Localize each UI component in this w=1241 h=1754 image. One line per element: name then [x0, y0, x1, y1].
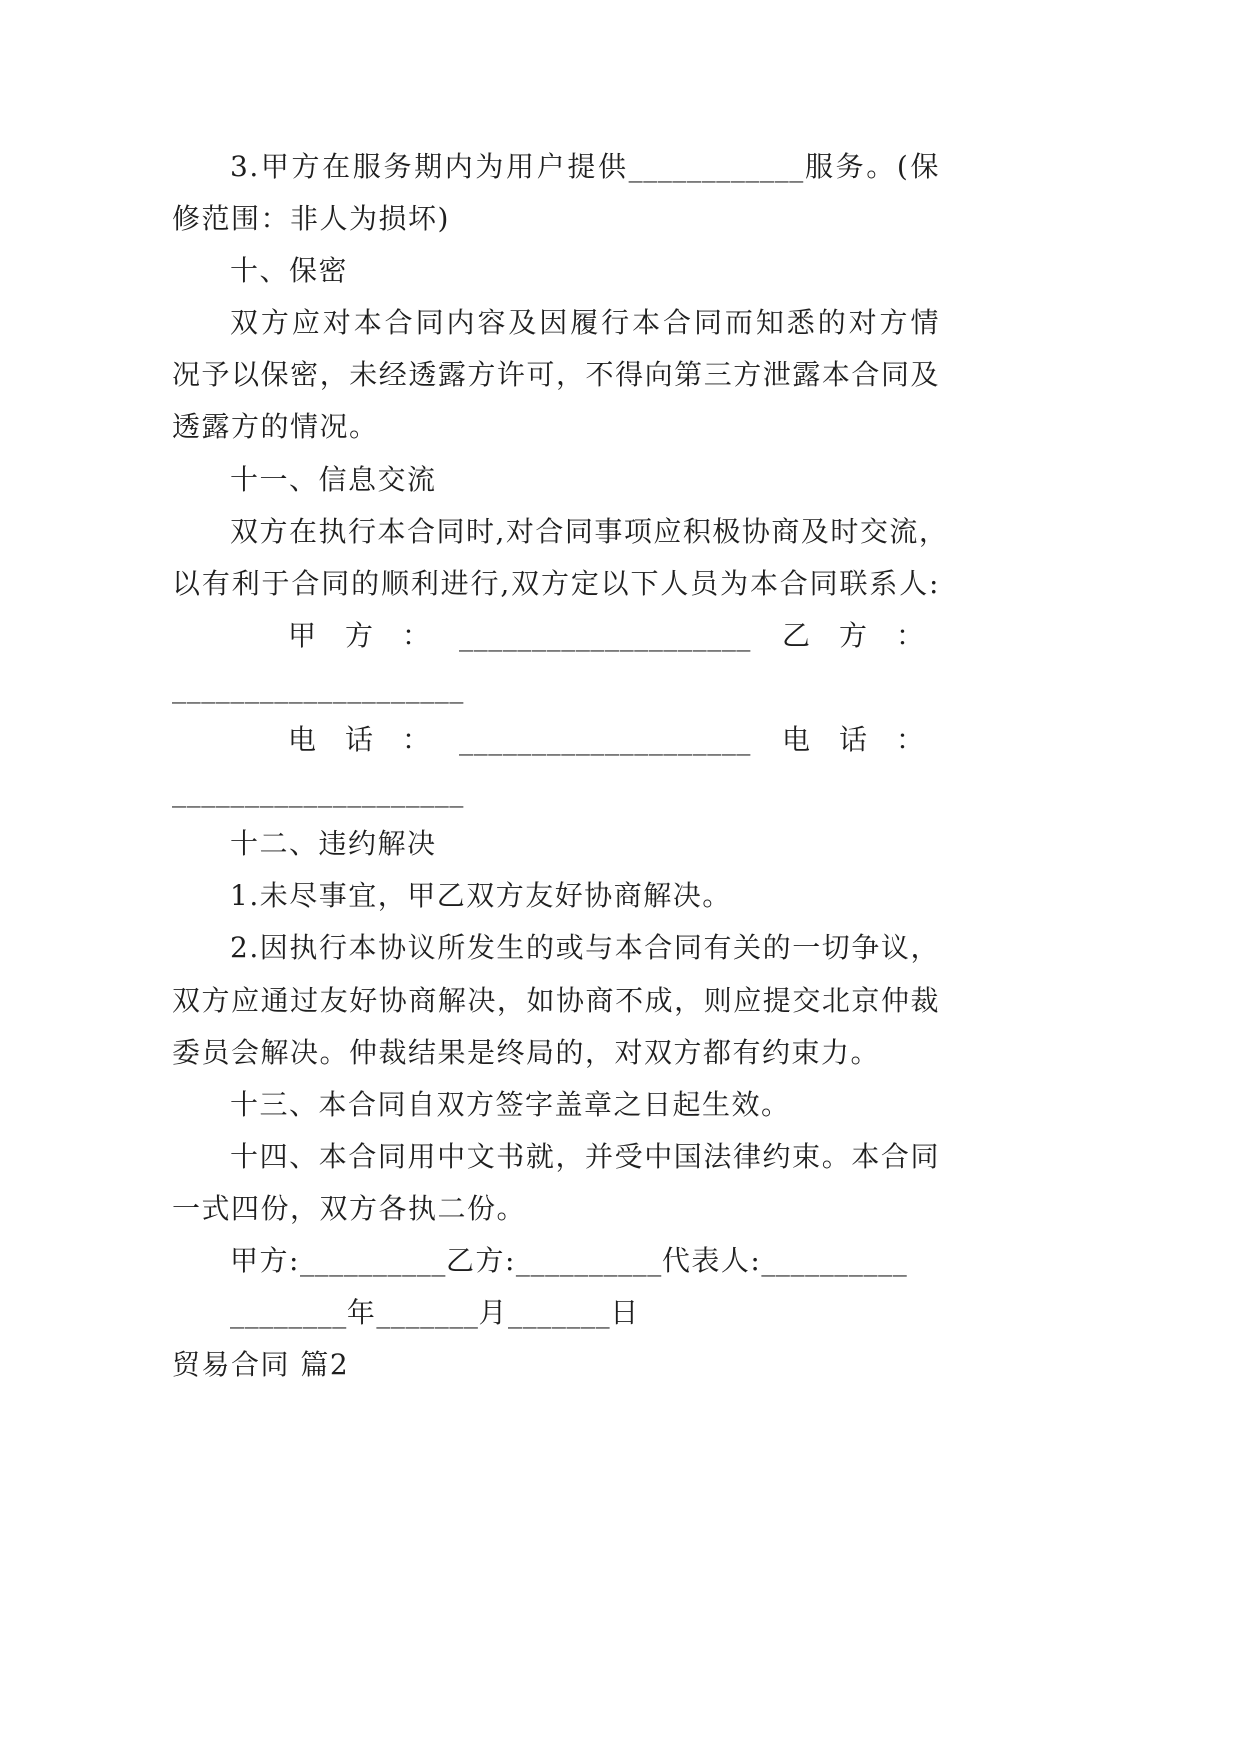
party-b-signature-label: 乙方:	[445, 1243, 516, 1277]
service-clause-continuation: 修范围：非人为损坏)	[172, 202, 450, 236]
paragraph-line: 以有利于合同的顺利进行,双方定以下人员为本合同联系人:	[172, 566, 940, 600]
party-a-phone-label: 电话：	[288, 723, 460, 757]
party-a-signature-label: 甲方:	[230, 1243, 300, 1277]
contact-row-phone-continuation	[172, 766, 940, 818]
dispute-item-2-line: 双方应通过友好协商解决，如协商不成，则应提交北京仲裁	[172, 983, 940, 1017]
paragraph-line: 双方应对本合同内容及因履行本合同而知悉的对方情	[230, 306, 940, 340]
party-b-contact-label: 乙方：	[782, 618, 954, 652]
contact-row-party-continuation	[172, 662, 940, 714]
month-label: 月	[478, 1296, 509, 1330]
dispute-item-1: 1.未尽事宜，甲乙双方友好协商解决。	[230, 879, 732, 913]
service-blank-field: ____________	[628, 150, 804, 183]
contact-row-phone	[172, 714, 954, 766]
service-clause-prefix: 3.甲方在服务期内为用户提供	[230, 150, 629, 183]
contact-row-party	[172, 610, 954, 662]
day-blank: _______	[508, 1296, 611, 1330]
document-body	[172, 141, 954, 1391]
dispute-item-2-line: 委员会解决。仲裁结果是终局的，对双方都有约束力。	[172, 1035, 881, 1069]
party-b-contact-blank: ____________________	[172, 670, 464, 704]
service-clause-suffix: 服务。(保	[803, 150, 940, 183]
section-heading-confidentiality: 十、保密	[230, 254, 349, 288]
party-a-contact-label: 甲方：	[288, 618, 460, 652]
month-blank: _______	[376, 1296, 479, 1330]
section-language-clause-line: 十四、本合同用中文书就，并受中国法律约束。本合同	[230, 1139, 940, 1173]
section-heading-communication: 十一、信息交流	[230, 462, 437, 496]
party-a-contact-blank: ____________________	[459, 618, 752, 652]
paragraph-line: 透露方的情况。	[172, 410, 379, 444]
representative-label: 代表人:	[661, 1243, 762, 1277]
party-b-phone-label: 电话：	[782, 723, 954, 757]
paragraph-line: 双方在执行本合同时,对合同事项应积极协商及时交流，	[230, 514, 949, 548]
paragraph-line: 况予以保密，未经透露方许可，不得向第三方泄露本合同及	[172, 358, 940, 392]
section-effective-clause: 十三、本合同自双方签字盖章之日起生效。	[230, 1087, 791, 1121]
service-clause-line	[172, 141, 940, 193]
section-heading-dispute: 十二、违约解决	[230, 827, 437, 861]
signature-row	[172, 1235, 940, 1287]
date-row	[172, 1287, 940, 1339]
next-document-heading: 贸易合同 篇2	[172, 1348, 350, 1382]
year-label: 年	[346, 1296, 377, 1330]
section-language-clause-line: 一式四份，双方各执二份。	[172, 1191, 527, 1225]
party-a-signature-blank: __________	[299, 1243, 446, 1277]
party-a-phone-blank: ____________________	[459, 723, 752, 757]
day-label: 日	[610, 1296, 640, 1330]
dispute-item-2-line: 2.因执行本协议所发生的或与本合同有关的一切争议，	[230, 931, 940, 965]
party-b-phone-blank: ____________________	[172, 775, 464, 809]
year-blank: ________	[230, 1296, 347, 1330]
party-b-signature-blank: __________	[515, 1243, 662, 1277]
representative-blank: __________	[761, 1243, 908, 1277]
